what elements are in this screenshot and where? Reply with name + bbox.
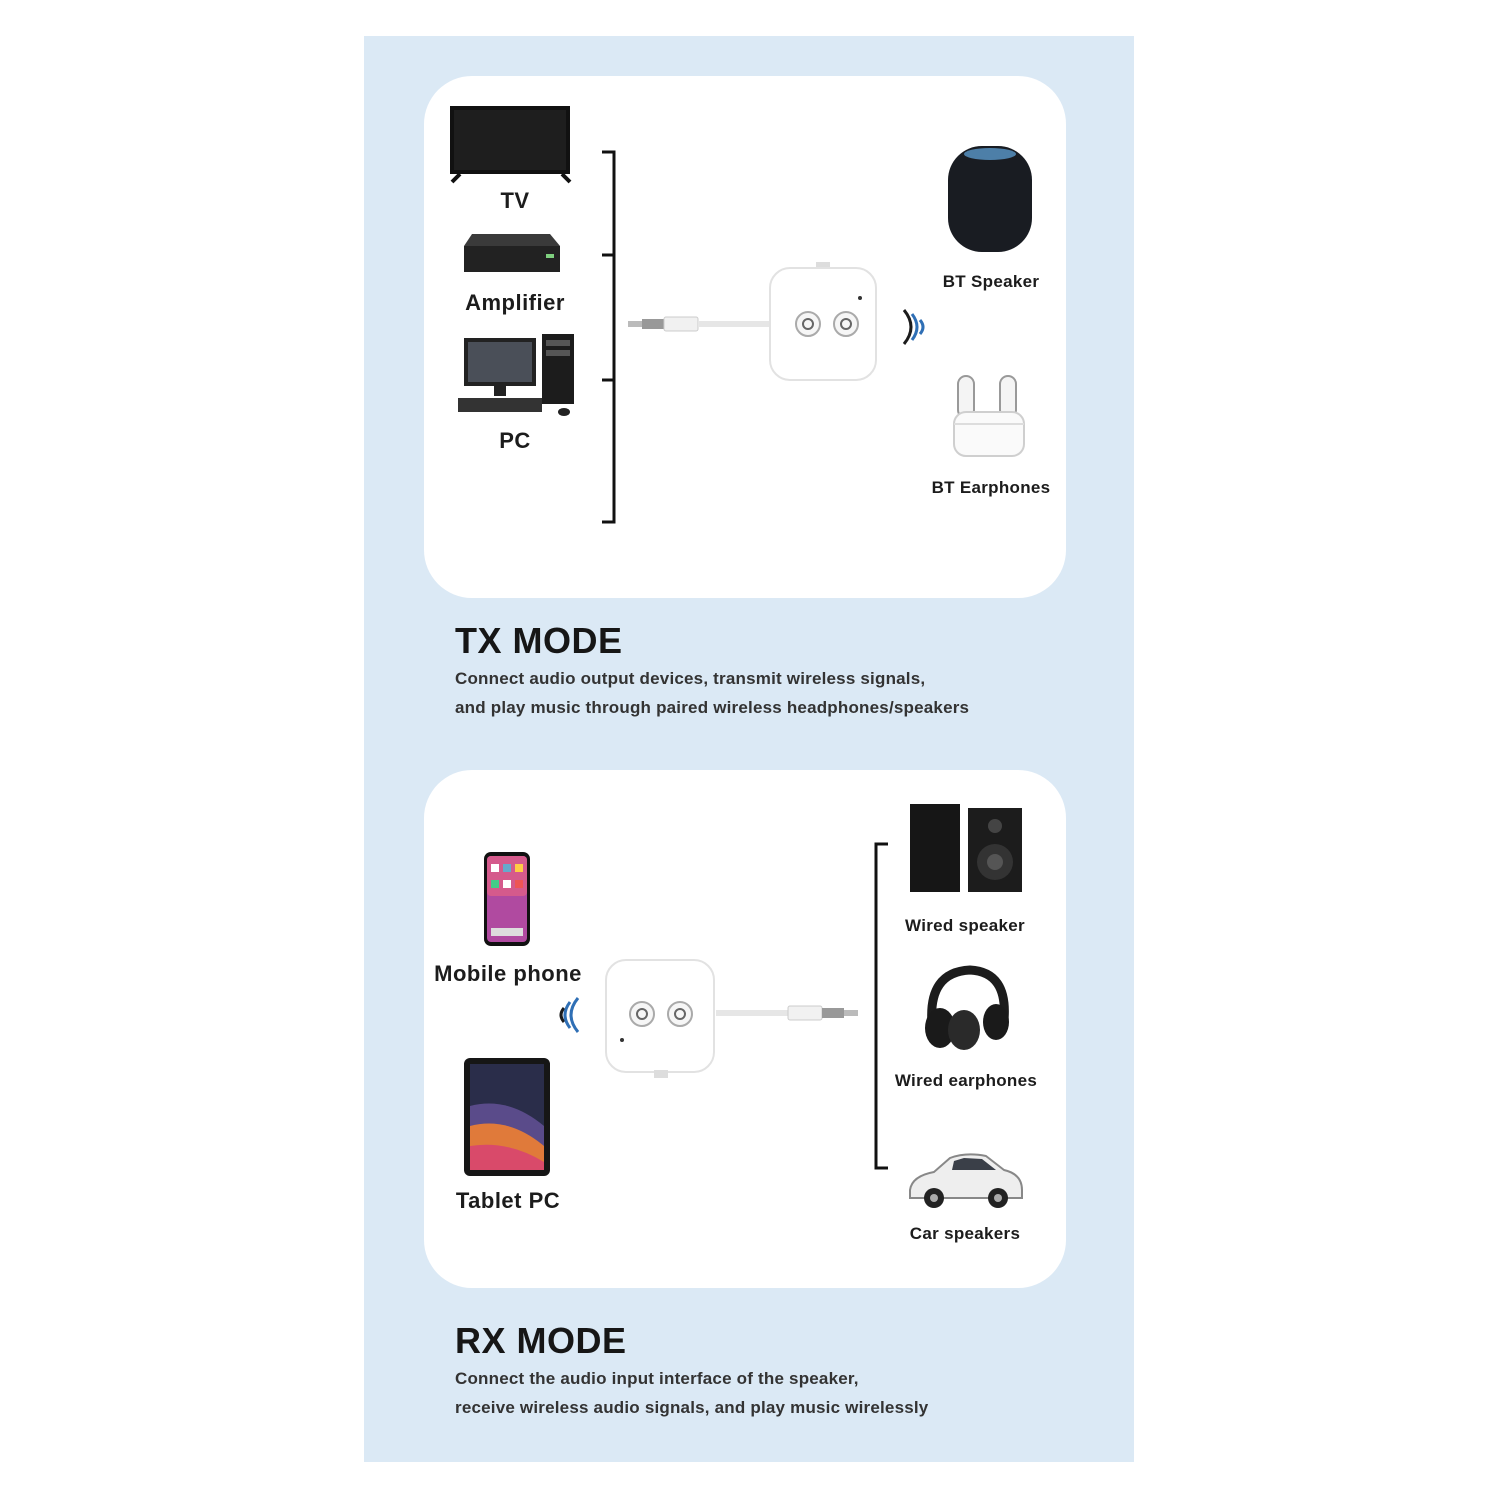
rx-mode-description [455, 1364, 928, 1422]
source-label-amplifier: Amplifier [465, 290, 565, 315]
wired-speaker-icon [908, 800, 1026, 896]
source-label-tablet-pc: Tablet PC [455, 1188, 561, 1213]
rx-mode-title: RX MODE [455, 1320, 627, 1361]
mobile-phone-icon [482, 850, 532, 948]
rx-desc-line-1: Connect the audio input interface of the speaker, [455, 1369, 859, 1388]
output-bracket [870, 842, 890, 1170]
source-label-mobile-phone: Mobile phone [434, 961, 582, 986]
tv-icon [446, 104, 576, 184]
bt-speaker-icon [944, 142, 1036, 254]
rx-desc-line-2: receive wireless audio signals, and play music wirelessly [455, 1398, 929, 1417]
tx-desc-line-2: and play music through paired wireless headphones/speakers [455, 698, 970, 717]
source-label-pc: PC [499, 428, 531, 453]
output-label-car-speakers: Car speakers [909, 1224, 1021, 1243]
bluetooth-adapter-device [768, 262, 878, 384]
wired-earphones-icon [918, 964, 1018, 1054]
tablet-pc-icon [462, 1056, 552, 1178]
bluetooth-adapter-device [604, 958, 716, 1082]
tx-mode-title: TX MODE [455, 620, 623, 661]
tx-desc-line-1: Connect audio output devices, transmit wireless signals, [455, 669, 926, 688]
source-bracket [600, 150, 620, 524]
wireless-signal-icon [896, 308, 928, 346]
amplifier-icon [462, 232, 562, 276]
source-label-tv: TV [500, 188, 530, 213]
wireless-signal-icon [556, 996, 586, 1034]
pc-icon [456, 332, 578, 418]
output-label-wired-speaker: Wired speaker [905, 916, 1025, 935]
tx-mode-description [455, 664, 969, 722]
output-label-wired-earphones: Wired earphones [894, 1071, 1038, 1090]
output-label-bt-earphones: BT Earphones [931, 478, 1051, 497]
output-label-bt-speaker: BT Speaker [942, 272, 1040, 291]
bt-earphones-icon [950, 372, 1028, 458]
car-speakers-icon [906, 1150, 1026, 1212]
audio-jack-cable [626, 310, 774, 340]
audio-jack-cable [716, 999, 862, 1029]
